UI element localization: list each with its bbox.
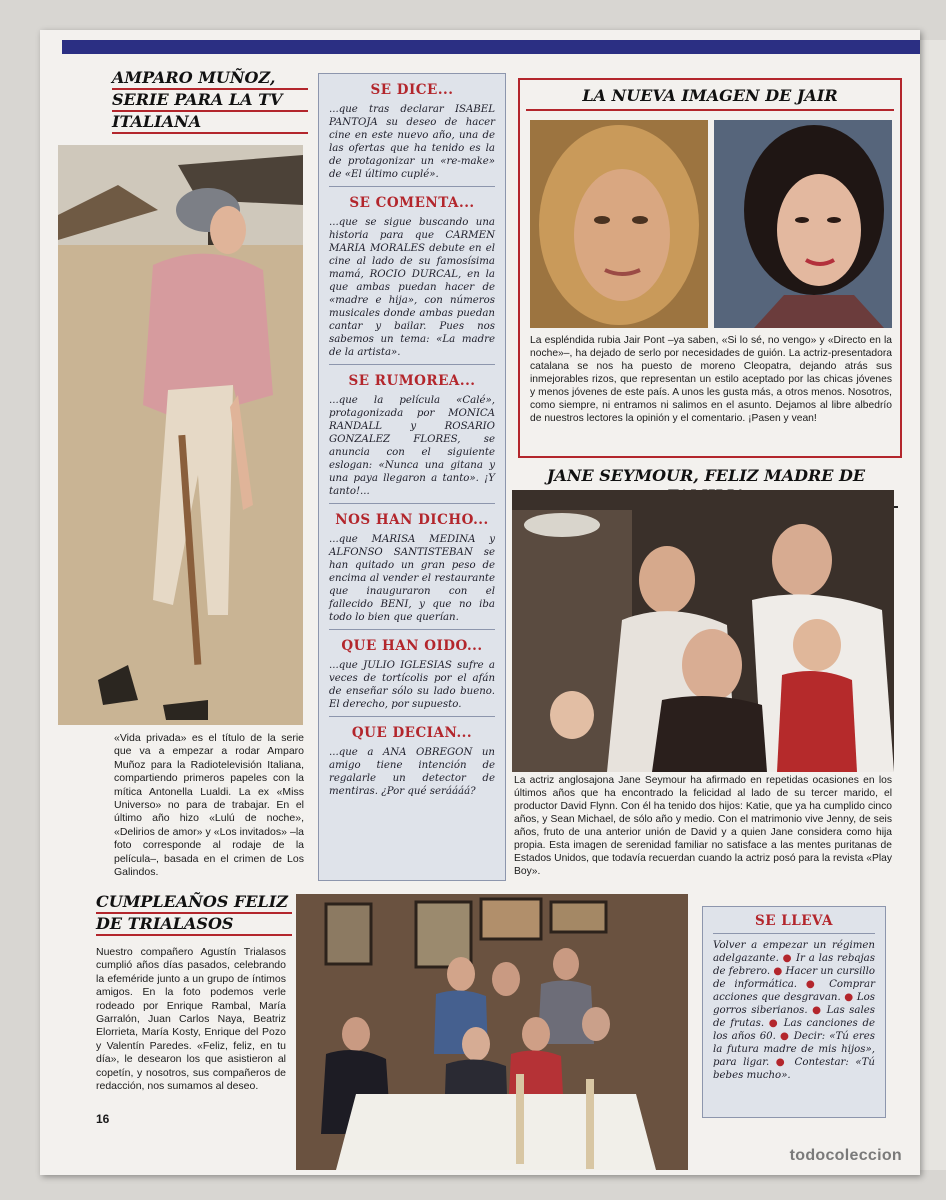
red-bullet-icon: ●: [764, 1018, 784, 1029]
amparo-title-line-3: ITALIANA: [112, 112, 202, 131]
jane-family-photo: [512, 490, 894, 772]
section-divider: [329, 716, 495, 717]
next-page-edge: [920, 40, 946, 1170]
amparo-title-line-2: SERIE PARA LA TV: [112, 90, 283, 109]
se-lleva-item: Los gorros siberianos.: [713, 992, 875, 1016]
gossip-section-text: ...que se sigue buscando una historia para que CARMEN MARIA MORALES debute en el cine al lado de su famosísima mamá, ROCIO DURCAL, en la que ambas puedan hacer de «madre e hija», con números musicales donde ambas puedan cantar y bailar. Pues nos sabemos un tema: «La madre de la artista».: [329, 217, 495, 358]
jair-caption: La espléndida rubia Jair Pont –ya saben, «Si lo sé, no vengo» y «Directo en la noche»–, ha dejado de serlo por necesidades de guión. La actriz-presentadora catalana se nos ha puesto de moreno Cleopatra, dejando atrás sus inmejorables rizos, que representan un estilo aceptado por las chicas jóvenes y menos jóvenes de este país. A unos les gusta más, a otros menos. Nosotros, como siempre, ni entramos ni salimos en el asunto. Dejamos al libre albedrío de nuestros lectores la opinión y el comentario. ¡Pasen y vean!: [530, 335, 892, 424]
gossip-section-heading: QUE HAN OIDO...: [341, 638, 483, 654]
gossip-section-heading: SE DICE...: [370, 82, 454, 98]
red-bullet-icon: ●: [769, 1057, 795, 1068]
section-divider: [329, 629, 495, 630]
se-lleva-item: Contestar: «Tú bebes mucho».: [713, 1057, 875, 1081]
amparo-caption: «Vida privada» es el título de la serie que va a empezar a rodar Amparo Muñoz para la Radiotelevisión Italiana, compartiendo primeros papeles con la mítica Antonella Lualdi. La ex «Miss Universo» no para de trabajar. En el último año hizo «Lulú de noche», «Delirios de amor» y «Los invitados» –la foto corresponde al rodaje de la película–, basada en el crimen de Los Galindos.: [114, 732, 304, 879]
jane-title: JANE SEYMOUR, FELIZ MADRE DE: [546, 466, 866, 485]
red-bullet-icon: ●: [840, 992, 857, 1003]
red-bullet-icon: ●: [778, 953, 796, 964]
gossip-section-text: ...que JULIO IGLESIAS sufre a veces de tortícolis por el afán de enseñar sólo su lado bueno. El derecho, por supuesto.: [329, 660, 495, 710]
se-lleva-item: Hacer un cursillo de informática.: [713, 966, 875, 990]
red-rule: [526, 109, 894, 111]
gossip-section-text: ...que la película «Calé», protagonizada por MONICA RANDALL y ROSARIO GONZALEZ FLORES, se anuncia con el siguiente eslogan: «Nunca una gitana y una paya llegaron a tanto». ¡Y tanto!...: [329, 395, 495, 497]
cumple-title-line-1: CUMPLEAÑOS FELIZ: [96, 892, 288, 911]
jair-title: LA NUEVA IMAGEN DE JAIR: [582, 86, 838, 105]
box-rule: [713, 933, 875, 934]
red-rule: [112, 132, 308, 134]
gossip-section-text: ...que MARISA MEDINA y ALFONSO SANTISTEBAN se han quitado un gran peso de encima al vender el restaurante que inauguraron con el fallecido BENI, y que no iba todo lo bien que querían.: [329, 534, 495, 623]
red-bullet-icon: ●: [807, 1005, 827, 1016]
gossip-section-text: ...que a ANA OBREGON un amigo tiene intención de regalarle un detector de mentiras. ¿Por qué seráááá?: [329, 747, 495, 797]
gossip-box: [318, 73, 506, 881]
party-photo: [296, 894, 688, 1170]
watermark: todocoleccion: [789, 1147, 902, 1164]
jair-blonde-illustration: [530, 120, 708, 328]
se-lleva-item: Decir: «Tú eres la futura madre de mis hijos», para ligar.: [713, 1031, 875, 1068]
red-rule: [96, 934, 292, 936]
se-lleva-box: [702, 906, 886, 1118]
se-lleva-heading: SE LLEVA: [755, 913, 833, 929]
section-divider: [329, 186, 495, 187]
cumple-caption: Nuestro compañero Agustín Trialasos cumplió años días pasados, celebrando la efeméride junto a un grupo de íntimos amigos. En la foto podemos verle rodeado por Enrique Rambal, María Garralón, Juan Carlos Naya, Beatriz Elorrieta, María Kosty, Enrique del Pozo y Valentín Paredes. «Feliz, feliz, en tu día», le desearon los que asistieron al copetín, y nosotros, sus compañeros de redacción, nos sumamos al deseo.: [96, 946, 286, 1093]
gossip-section-heading: SE COMENTA...: [349, 195, 475, 211]
se-lleva-item: Las canciones de los años 60.: [713, 1018, 875, 1042]
party-illustration: [296, 894, 688, 1170]
gossip-section-heading: SE RUMOREA...: [348, 373, 476, 389]
se-lleva-list: [713, 939, 875, 1082]
section-divider: [329, 364, 495, 365]
amparo-title-line-1: AMPARO MUÑOZ,: [112, 68, 276, 87]
jair-photo-brunette: [714, 120, 892, 328]
jair-photo-blonde: [530, 120, 708, 328]
magazine-page: [40, 30, 920, 1175]
top-blue-bar: [62, 40, 920, 54]
cumple-title-line-2: DE TRIALASOS: [96, 914, 234, 933]
amparo-photo: [58, 145, 303, 725]
gossip-section-text: ...que tras declarar ISABEL PANTOJA su deseo de hacer cine en este nuevo año, una de las ofertas que ha tenido es la de protagonizar un «re-make» de «El último cuplé».: [329, 104, 495, 180]
gossip-section-heading: NOS HAN DICHO...: [335, 512, 489, 528]
amparo-photo-illustration: [58, 145, 303, 725]
se-lleva-item: Las sales de frutas.: [713, 1005, 875, 1029]
amparo-heading: [112, 68, 308, 134]
se-lleva-item: Comprar acciones que desgravan.: [713, 979, 875, 1003]
section-divider: [329, 503, 495, 504]
cumple-heading: [96, 892, 292, 936]
gossip-section-heading: QUE DECIAN...: [351, 725, 473, 741]
page-number: 16: [96, 1112, 110, 1126]
se-lleva-item: Volver a empezar un régimen adelgazante.: [713, 940, 875, 964]
se-lleva-item: Ir a las rebajas de febrero.: [713, 953, 875, 977]
red-bullet-icon: ●: [770, 966, 786, 977]
red-bullet-icon: ●: [797, 979, 830, 990]
jair-box: [518, 78, 902, 458]
jair-brunette-illustration: [714, 120, 892, 328]
red-bullet-icon: ●: [775, 1031, 794, 1042]
jane-caption: La actriz anglosajona Jane Seymour ha afirmado en repetidas ocasiones en los últimos años que ha encontrado la felicidad al lado de su tercer marido, el productor David Flynn. Con él ha tenido dos hijos: Katie, que ya ha cumplido cinco años, y Sean Michael, de sólo año y medio. Con el matrimonio vive Jenny, de seis años, fruto de una anterior unión de David y a quien Jane considera como hija propia. Esta imagen de serenidad familiar no satisface a las mentes puritanas de Estados Unidos, que todavía recuerdan cuando la actriz posó para la revista «Play Boy».: [514, 775, 892, 877]
jane-family-illustration: [512, 490, 894, 772]
